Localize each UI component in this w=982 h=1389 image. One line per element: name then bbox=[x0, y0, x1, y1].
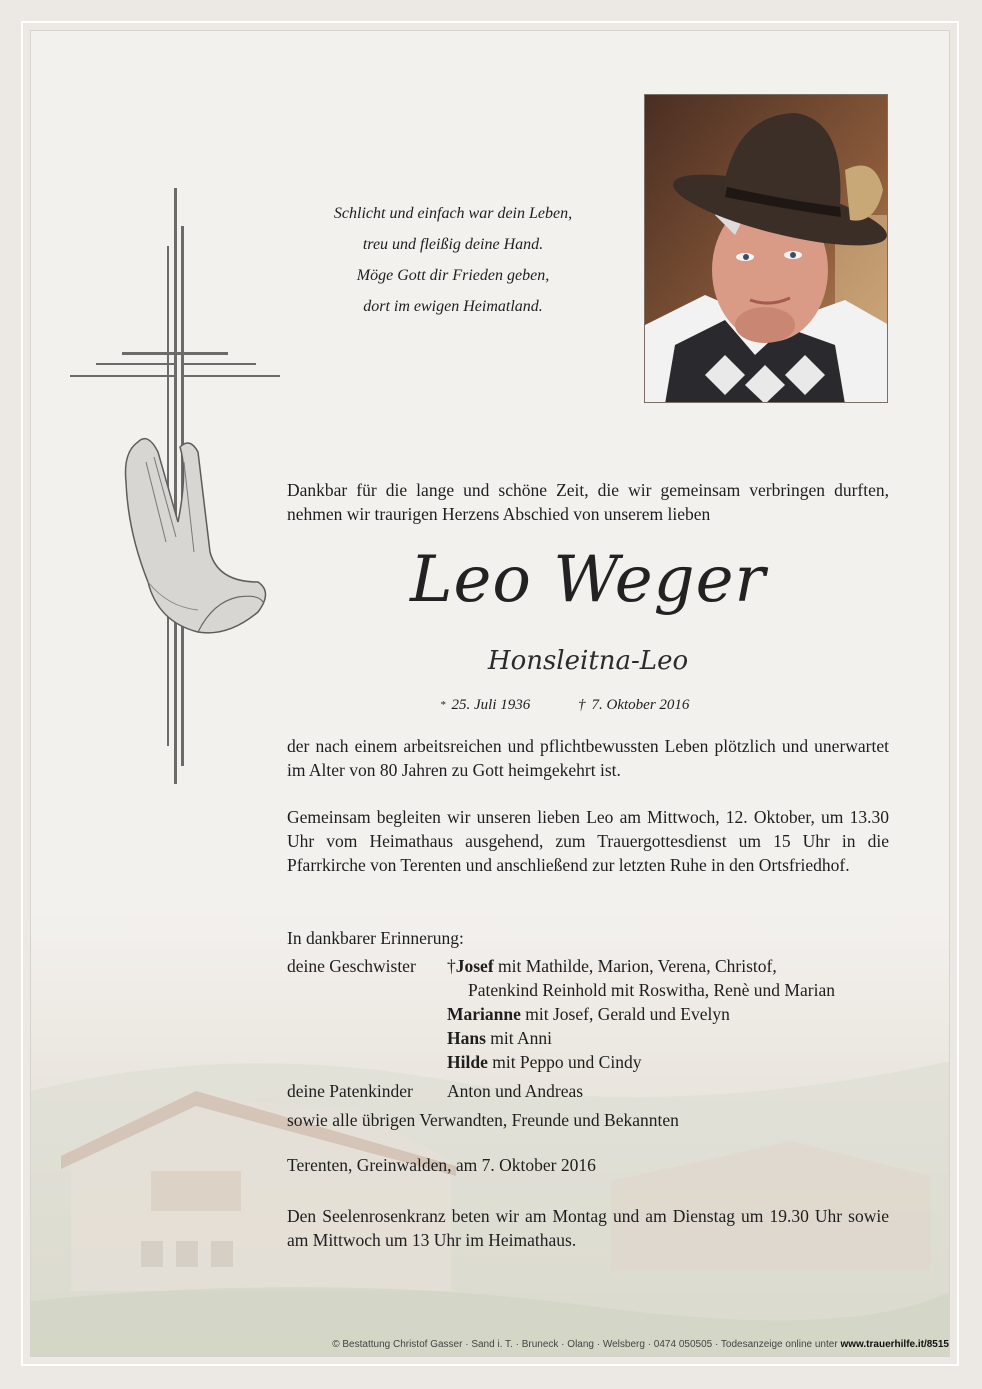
poem-line: dort im ewigen Heimatland. bbox=[363, 298, 543, 315]
family-heading bbox=[287, 926, 907, 950]
birth-date: 25. Juli 1936 bbox=[451, 697, 531, 713]
sibling-name: Hilde bbox=[447, 1052, 488, 1072]
death-date: 7. Oktober 2016 bbox=[591, 697, 690, 713]
poem-line: Schlicht und einfach war dein Leben, bbox=[333, 205, 573, 222]
sibling-name: Josef bbox=[455, 956, 494, 976]
sibling-entry bbox=[447, 1026, 552, 1050]
sibling-entry bbox=[447, 1002, 730, 1026]
poem-line: Möge Gott dir Frieden geben, bbox=[356, 267, 550, 284]
funeral-text: Gemeinsam begleiten wir unseren lieben Leo am Mittwoch, 12. Oktober, um 13.30 Uhr vom Heimathaus ausgehend, zum Trauergottesdienst um 15 Uhr in die Pfarrkirche von Terenten und anschließend zur letzten Ruhe in den Ortsfriedhof. bbox=[287, 807, 889, 875]
sibling-family: Patenkind Reinhold mit Roswitha, Renè und Marian bbox=[468, 980, 835, 1000]
birth-symbol: * bbox=[440, 699, 446, 711]
others-row bbox=[287, 1108, 907, 1132]
rosary-text: Den Seelenrosenkranz beten wir am Montag und am Dienstag um 19.30 Uhr sowie am Mittwoch um 13 Uhr im Heimathaus. bbox=[287, 1206, 889, 1250]
sibling-name: Hans bbox=[447, 1028, 486, 1048]
sibling-family: mit Mathilde, Marion, Verena, Christof, bbox=[493, 956, 777, 976]
footer bbox=[287, 1339, 949, 1350]
place-date: Terenten, Greinwalden, am 7. Oktober 2016 bbox=[287, 1155, 596, 1175]
deceased-nickname: Honsleitna-Leo bbox=[487, 646, 689, 676]
sibling-row bbox=[287, 1026, 907, 1050]
godchildren-names: Anton und Andreas bbox=[447, 1081, 584, 1101]
intro-text: Dankbar für die lange und schöne Zeit, die wir gemeinsam verbringen durften, nehmen wir traurigen Herzens Abschied von unserem lieben bbox=[287, 480, 889, 524]
godchildren-row bbox=[287, 1079, 907, 1103]
sibling-row bbox=[287, 978, 907, 1002]
footer-link[interactable]: www.trauerhilfe.it/8515 bbox=[840, 1339, 949, 1350]
sibling-row bbox=[287, 1002, 907, 1026]
deceased-name: Leo Weger bbox=[409, 543, 767, 617]
death-symbol: † bbox=[578, 697, 586, 713]
poem-line: treu und fleißig deine Hand. bbox=[362, 236, 544, 253]
siblings-label: deine Geschwister bbox=[287, 956, 416, 976]
footer-text: © Bestattung Christof Gasser · Sand i. T. · Bruneck · Olang · Welsberg · 0474 050505 · Todesanzeige online unter bbox=[332, 1339, 841, 1350]
sibling-entry bbox=[447, 1050, 641, 1074]
cross-symbol: † bbox=[447, 956, 456, 976]
family-list bbox=[287, 926, 907, 1132]
poem bbox=[268, 198, 638, 322]
family-heading-text: In dankbarer Erinnerung: bbox=[287, 928, 464, 948]
godchildren-label: deine Patenkinder bbox=[287, 1081, 413, 1101]
sibling-name: Marianne bbox=[447, 1004, 521, 1024]
sibling-row bbox=[287, 954, 907, 978]
passing-text: der nach einem arbeitsreichen und pflichtbewussten Leben plötzlich und unerwartet im Alter von 80 Jahren zu Gott heimgekehrt ist. bbox=[287, 736, 889, 780]
sibling-entry bbox=[447, 954, 777, 978]
life-dates bbox=[440, 694, 760, 716]
portrait-illustration bbox=[645, 95, 888, 403]
sibling-family: mit Anni bbox=[485, 1028, 553, 1048]
sibling-row bbox=[287, 1050, 907, 1074]
praying-hands-icon bbox=[118, 432, 268, 647]
sibling-family: mit Peppo und Cindy bbox=[487, 1052, 642, 1072]
sibling-family: mit Josef, Gerald und Evelyn bbox=[520, 1004, 730, 1024]
others-text: sowie alle übrigen Verwandten, Freunde und Bekannten bbox=[287, 1110, 679, 1130]
portrait-photo bbox=[644, 94, 888, 403]
